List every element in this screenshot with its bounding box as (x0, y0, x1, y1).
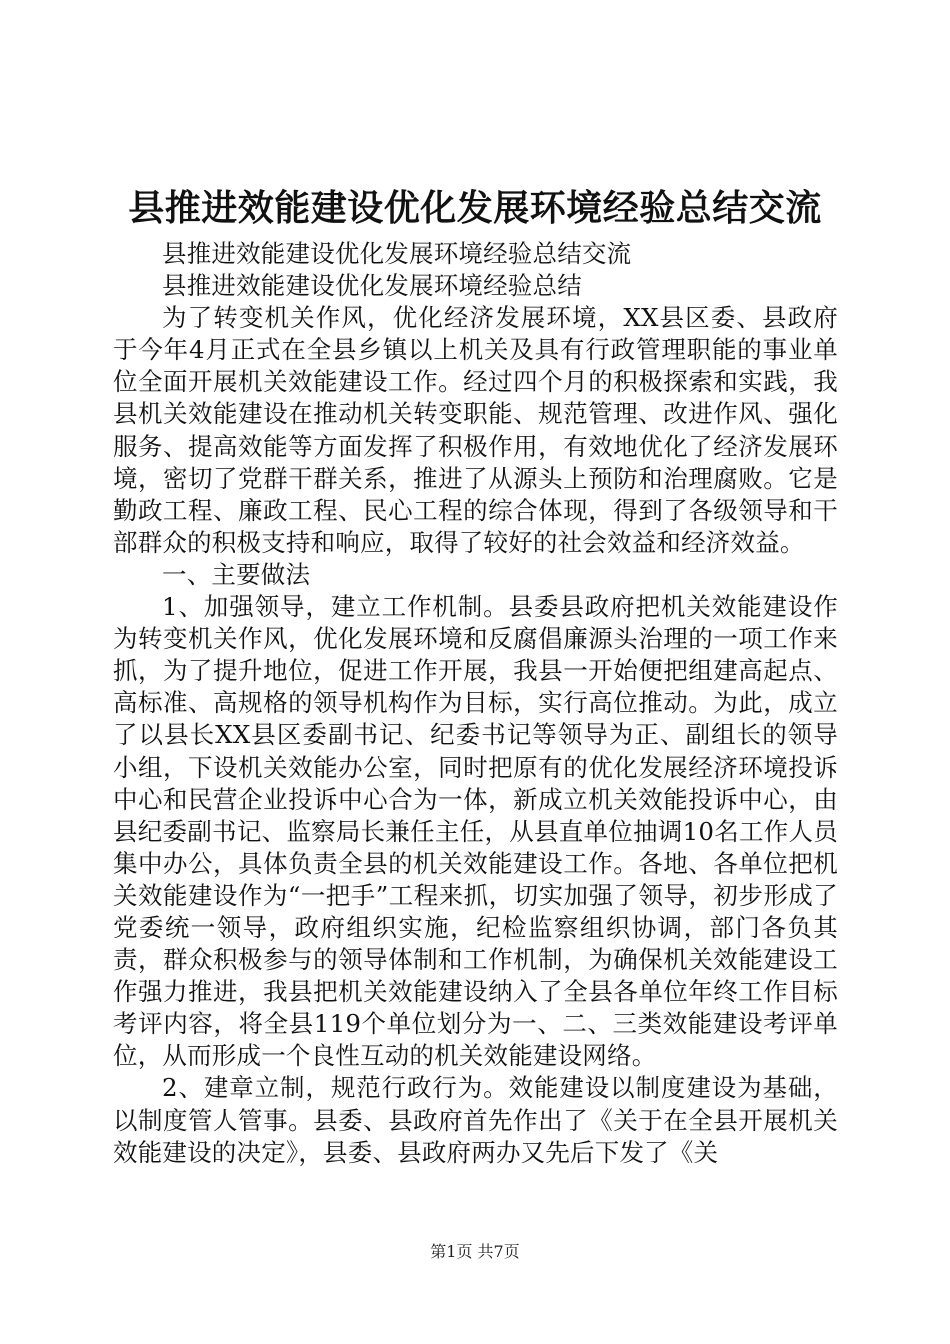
paragraph-leadership: 1、加强领导，建立工作机制。县委县政府把机关效能建设作为转变机关作风，优化发展环境和反腐倡廉源头治理的一项工作来抓，为了提升地位，促进工作开展，我县一开始便把组建高起点、高标准、高规格的领导机构作为目标，实行高位推动。为此，成立了以县长XX县区委副书记、纪委书记等领导为正、副组长的领导小组，下设机关效能办公室，同时把原有的优化发展经济环境投诉中心和民营企业投诉中心合为一体，新成立机关效能投诉中心，由县纪委副书记、监察局长兼任主任，从县直单位抽调10名工作人员集中办公，具体负责全县的机关效能建设工作。各地、各单位把机关效能建设作为“一把手”工程来抓，切实加强了领导，初步形成了党委统一领导，政府组织实施，纪检监察组织协调，部门各负其责，群众积极参与的领导体制和工作机制，为确保机关效能建设工作强力推进，我县把机关效能建设纳入了全县各单位年终工作目标考评内容，将全县119个单位划分为一、二、三类效能建设考评单位，从而形成一个良性互动的机关效能建设网络。 (113, 592, 838, 1071)
document-title: 县推进效能建设优化发展环境经验总结交流 (128, 188, 822, 229)
subtitle-line-1: 县推进效能建设优化发展环境经验总结交流 (162, 239, 632, 268)
document-body (113, 238, 838, 1169)
page-footer: 第1页 共7页 (430, 1242, 520, 1261)
intro-paragraph: 为了转变机关作风，优化经济发展环境，XX县区委、县政府于今年4月正式在全县乡镇以上机关及具有行政管理职能的事业单位全面开展机关效能建设工作。经过四个月的积极探索和实践，我县机关效能建设在推动机关转变职能、规范管理、改进作风、强化服务、提高效能等方面发挥了积极作用，有效地优化了经济发展环境，密切了党群干群关系，推进了从源头上预防和治理腐败。它是勤政工程、廉政工程、民心工程的综合体现，得到了各级领导和干部群众的积极支持和响应，取得了较好的社会效益和经济效益。 (113, 303, 838, 557)
paragraph-regulation: 2、建章立制，规范行政行为。效能建设以制度建设为基础，以制度管人管事。县委、县政府首先作出了《关于在全县开展机关效能建设的决定》，县委、县政府两办又先后下发了《关 (113, 1073, 838, 1167)
section-heading: 一、主要做法 (162, 559, 311, 589)
subtitle-line-2: 县推进效能建设优化发展环境经验总结 (162, 271, 582, 301)
